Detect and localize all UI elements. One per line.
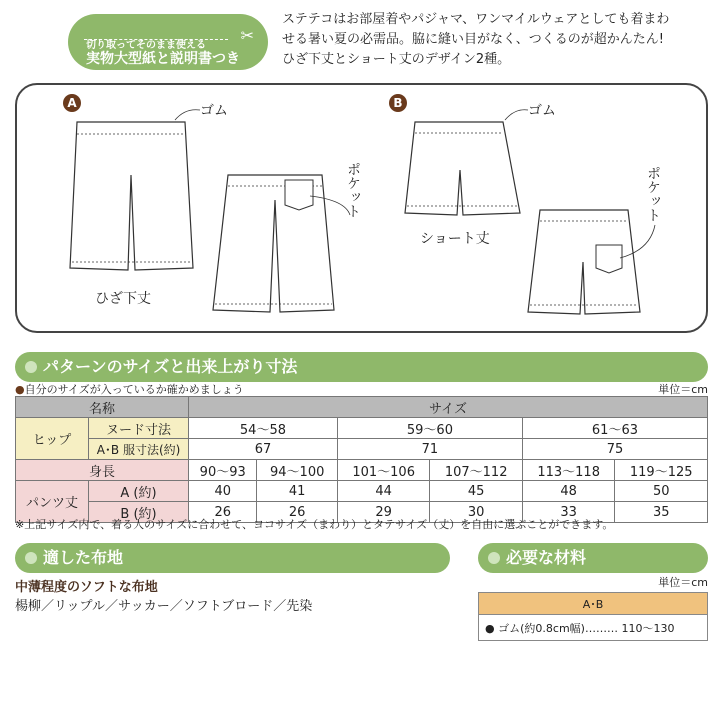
- size-section-header: [15, 352, 708, 382]
- bullet-icon: [25, 361, 37, 373]
- cell: 67: [189, 439, 338, 460]
- hip-label: ヒップ: [16, 418, 89, 460]
- variant-a-badge: A: [63, 94, 81, 112]
- cell: 33: [522, 502, 615, 523]
- bullet-icon: ●: [15, 383, 25, 396]
- cell: 54〜58: [189, 418, 338, 439]
- badge-subtitle: 切り取ってそのまま使える: [86, 40, 206, 51]
- nude-label: ヌード寸法: [89, 418, 189, 439]
- b-label: B (約): [89, 502, 189, 523]
- variant-b-badge: B: [389, 94, 407, 112]
- pocket-label-b: ポケット: [645, 166, 661, 222]
- fabric-type: 中薄程度のソフトな布地: [15, 580, 158, 595]
- cell: 29: [337, 502, 430, 523]
- table-header-row: [16, 397, 708, 418]
- materials-table: [478, 592, 708, 641]
- cell: 35: [615, 502, 708, 523]
- cell: 113〜118: [522, 460, 615, 481]
- header-name: 名称: [16, 397, 189, 418]
- table-row: [16, 418, 708, 439]
- section-title: パターンのサイズと出来上がり寸法: [43, 357, 298, 376]
- cell: 61〜63: [522, 418, 707, 439]
- section-title: 適した布地: [43, 548, 124, 567]
- unit-label: 単位＝cm: [658, 383, 708, 396]
- short-length-caption: ショート丈: [420, 231, 490, 247]
- cell: 48: [522, 481, 615, 502]
- fabric-list: 楊柳／リップル／サッカー／ソフトブロード／先染: [15, 599, 313, 614]
- cell: 30: [430, 502, 523, 523]
- badge-title: 実物大型紙と説明書つき: [86, 51, 240, 67]
- cell: 26: [257, 502, 337, 523]
- table-row: [16, 481, 708, 502]
- table-row: [16, 460, 708, 481]
- scissors-icon: ✂: [240, 26, 254, 45]
- bullet-icon: [488, 552, 500, 564]
- bullet-icon: [25, 552, 37, 564]
- cell: 26: [189, 502, 257, 523]
- section-title: 必要な材料: [506, 548, 587, 567]
- materials-row: ● ゴム(約0.8cm幅)……… 110〜130: [479, 615, 708, 641]
- pants-a-back: [213, 175, 334, 312]
- intro-line: ステテコはお部屋着やパジャマ、ワンマイルウェアとしても着まわ: [282, 12, 670, 27]
- height-label: 身長: [16, 460, 189, 481]
- cell: 41: [257, 481, 337, 502]
- pants-length-label: パンツ丈: [16, 481, 89, 523]
- knee-length-caption: ひざ下丈: [95, 291, 151, 307]
- elastic-label-b: ゴム: [528, 103, 556, 119]
- cell: 90〜93: [189, 460, 257, 481]
- size-table: [15, 396, 708, 523]
- pocket-label-a: ポケット: [345, 162, 361, 218]
- cell: 107〜112: [430, 460, 523, 481]
- materials-header: A･B: [479, 593, 708, 615]
- size-subtitle: 自分のサイズが入っているか確かめましょう: [24, 383, 244, 396]
- shorts-b-back: [528, 210, 640, 314]
- intro-line: ひざ下丈とショート丈のデザイン2種。: [282, 52, 511, 67]
- cell: 94〜100: [257, 460, 337, 481]
- material-value: 110〜130: [621, 621, 675, 635]
- a-label: A (約): [89, 481, 189, 502]
- cell: 75: [522, 439, 707, 460]
- table-row: [16, 439, 708, 460]
- intro-line: せる暑い夏の必需品。脇に縫い目がなく、つくるのが超かんたん!: [282, 32, 664, 47]
- unit-label: 単位＝cm: [658, 576, 708, 589]
- fabric-section-header: [15, 543, 450, 573]
- cell: 101〜106: [337, 460, 430, 481]
- cell: 59〜60: [337, 418, 522, 439]
- cell: 45: [430, 481, 523, 502]
- cell: 119〜125: [615, 460, 708, 481]
- size-note: ※上記サイズ内で、着る人のサイズに合わせて、ヨコサイズ（まわり）とタテサイズ（丈）を自由に選ぶことができます。: [15, 518, 614, 531]
- cell: 50: [615, 481, 708, 502]
- cell: 44: [337, 481, 430, 502]
- header-size: サイズ: [189, 397, 708, 418]
- material-item: ゴム(約0.8cm幅)………: [498, 621, 618, 635]
- shorts-b-front: [405, 122, 520, 215]
- cell: 71: [337, 439, 522, 460]
- elastic-label-a: ゴム: [200, 103, 228, 119]
- materials-section-header: [478, 543, 708, 573]
- garment-label: A･B 服寸法(約): [89, 439, 189, 460]
- cell: 40: [189, 481, 257, 502]
- pants-a-front: [70, 122, 193, 270]
